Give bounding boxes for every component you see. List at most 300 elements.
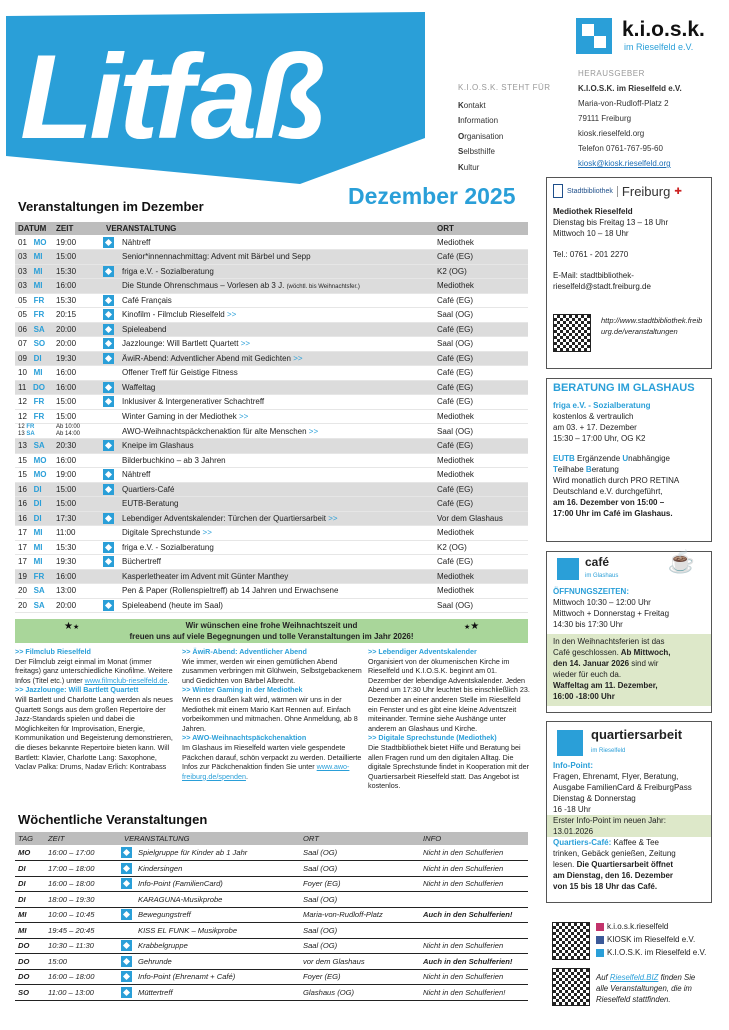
kiosk-event-icon: [103, 513, 114, 524]
weekly-location: Foyer (EG): [300, 876, 420, 892]
note-text: Organisiert von der ökumenischen Kirche im Rieselfeld und K.I.O.S.K. beginnt am 01. Dezember der lebendige Adventskalender. Jeden Abend um 17:30 Uhr leuchtet bis einschließlich 23. Dezember an einer anderen Stelle im Rieselfeld ein Fenster und es gibt eine kleine Adventszeit miteinander. Termine siehe Aushänge unter anderem an Glashaus und Kirche.: [368, 656, 530, 733]
event-date: 16 DI: [15, 511, 53, 526]
event-time: 15:30: [53, 540, 103, 555]
event-time: 15:30: [53, 264, 103, 279]
weekly-day: SO: [15, 985, 45, 1001]
quartier-line: Fragen, Ehrenamt, Flyer, Beratung,: [553, 772, 679, 781]
web-icon: [596, 949, 604, 957]
cafe-notice-line: wieder für euch da.: [553, 670, 622, 679]
event-time: 16:00: [53, 366, 103, 381]
event-row: [15, 424, 528, 439]
event-row: [15, 322, 528, 337]
event-icon-cell: [103, 322, 119, 337]
event-location: Café (EG): [434, 380, 528, 395]
publisher-city: 79111 Freiburg: [578, 114, 632, 123]
publisher-info: [578, 66, 682, 171]
quartier-logo-text: quartiersarbeit: [591, 727, 683, 742]
weekly-info: Nicht in den Schulferien: [420, 861, 528, 877]
event-location: Mediothek: [434, 235, 528, 250]
event-time: 20:00: [53, 322, 103, 337]
event-row: [15, 540, 528, 555]
note-heading: >> ÄwiR-Abend: Adventlicher Abend: [182, 647, 307, 656]
weekly-event: KARAGUNA-Musikprobe: [135, 892, 300, 908]
info-point-title: Info-Point:: [553, 761, 593, 770]
mediothek-box: [546, 177, 712, 369]
mediothek-url[interactable]: http://www.stadtbibliothek.freiburg.de/veranstaltungen: [601, 316, 703, 336]
publisher-web[interactable]: kiosk.rieselfeld.org: [578, 129, 645, 138]
event-time: 20:15: [53, 308, 103, 323]
cafe-logo-text: café: [585, 555, 610, 569]
weekly-time: 10:00 – 10:45: [45, 907, 121, 923]
cafe-logo-sub: im Glashaus: [585, 573, 619, 579]
col-header-info: INFO: [420, 832, 528, 845]
event-location: Vor dem Glashaus: [434, 511, 528, 526]
quartier-line: Ausgabe FamilienCard & FreiburgPass: [553, 783, 692, 792]
event-icon-cell: [103, 293, 119, 308]
kiosk-logo-icon: [576, 18, 612, 54]
event-row: [15, 584, 528, 599]
weekly-icon-cell: [121, 861, 135, 877]
weekly-row: [15, 861, 528, 877]
kiosk-event-icon: [103, 237, 114, 248]
kiosk-event-icon: [103, 600, 114, 611]
event-date: 07 SO: [15, 337, 53, 352]
cafe-notice-line: Café geschlossen. Ab Mittwoch,: [553, 648, 671, 657]
event-icon-cell: [103, 497, 119, 512]
kiosk-line: Selbsthilfe: [458, 147, 495, 156]
event-icon-cell: [103, 250, 119, 265]
note-heading: >> Winter Gaming in der Mediothek: [182, 685, 303, 695]
weekly-time: 10:30 – 11:30: [45, 938, 121, 954]
weekly-event: Spielgruppe für Kinder ab 1 Jahr: [135, 845, 300, 861]
event-date: 17 MI: [15, 540, 53, 555]
note-text: Wenn es draußen kalt wird, wärmen wir uns in der Mediothek mit einem Mario Kart Rennen auf. Einfach vorbeikommen und mitmachen. Ohne Anmeldung, ab 8 Jahren.: [182, 694, 358, 733]
event-time: 15:00: [53, 409, 103, 424]
quartier-line: am Dienstag, den 16. Dezember: [553, 871, 674, 880]
weekly-row: [15, 954, 528, 970]
weekly-day: DI: [15, 892, 45, 908]
friga-line: 15:30 – 17:00 Uhr, OG K2: [553, 434, 646, 443]
quartier-line: Quartiers-Café: Kaffee & Tee: [553, 838, 659, 847]
library-icon: [553, 184, 563, 198]
weekly-icon-cell: [121, 985, 135, 1001]
coffee-cup-icon: ☕: [667, 549, 695, 574]
event-title: Kneipe im Glashaus: [119, 439, 434, 454]
weekly-info: [420, 923, 528, 939]
note-heading: >> AWO-Weihnachtspäckchenaktion: [182, 733, 307, 743]
events-table: [15, 222, 528, 613]
weekly-time: 16:00 – 18:00: [45, 876, 121, 892]
weekly-event: Müttertreff: [135, 985, 300, 1001]
event-icon-cell: [103, 366, 119, 381]
more-info-link[interactable]: >>: [308, 426, 319, 436]
eutb-date: 17:00 Uhr im Café im Glashaus.: [553, 509, 673, 518]
quartier-logo-sub: im Rieselfeld: [591, 748, 626, 754]
stadtbibliothek-logo: [553, 184, 705, 198]
note-block: [368, 733, 530, 791]
cafe-hours: Mittwoch + Donnerstag + Freitag: [553, 609, 670, 618]
event-row: [15, 497, 528, 512]
event-title: Senior*innennachmittag: Advent mit Bärbel und Sepp: [119, 250, 434, 265]
weekly-location: Foyer (EG): [300, 969, 420, 985]
event-icon-cell: [103, 351, 119, 366]
note-text: Die Stadtbibliothek bietet Hilfe und Beratung bei allen Fragen rund um den digitalen Alltag. Die digitale Sprechstunde findet in Kooperation mit der Quartiersarbeit Rieselfeld statt. Das Angebot ist kostenlos.: [368, 742, 530, 791]
events-header-row: [15, 222, 528, 235]
event-date: 12 FR: [15, 395, 53, 410]
event-location: Mediothek: [434, 468, 528, 483]
beratung-box: [546, 378, 712, 542]
event-title: Quartiers-Café: [119, 482, 434, 497]
friga-title: friga e.V. - Sozialberatung: [553, 401, 651, 410]
event-icon-cell: [103, 235, 119, 250]
note-text: Wie immer, werden wir einen gemütlichen Abend zusammen verbringen mit Glühwein, Selbstgebackenem und Gedichten von Bärbel Albrecht.: [182, 656, 362, 685]
event-row: [15, 308, 528, 323]
event-time: 16:00: [53, 569, 103, 584]
weekly-info: [420, 892, 528, 908]
kiosk-event-icon: [121, 987, 132, 998]
weekly-row: [15, 938, 528, 954]
weekly-event: Bewegungstreff: [135, 907, 300, 923]
kiosk-event-icon: [103, 338, 114, 349]
event-title: Pen & Paper (Rollenspieltreff) ab 14 Jahren und Erwachsene: [119, 584, 434, 599]
quartier-line: trinken, Gebäck genießen, Zeitung: [553, 849, 676, 858]
event-location: Saal (OG): [434, 308, 528, 323]
more-info-link[interactable]: >>: [328, 513, 338, 523]
brand-name: k.i.o.s.k.: [622, 18, 705, 41]
event-icon-cell: [103, 540, 119, 555]
event-title: EUTB-Beratung: [119, 497, 434, 512]
event-time: 20:00: [53, 598, 103, 613]
quartier-line: 13.01.2026: [553, 827, 594, 836]
event-time: 15:30: [53, 293, 103, 308]
cafe-notice: [547, 634, 711, 706]
event-date: 16 DI: [15, 497, 53, 512]
event-row: [15, 264, 528, 279]
note-link[interactable]: www.awo-freiburg.de/spenden: [182, 762, 350, 781]
event-time: 15:00: [53, 482, 103, 497]
qr-code[interactable]: [553, 314, 591, 352]
event-title: Jazzlounge: Will Bartlett Quartett >>: [119, 337, 434, 352]
event-location: Café (EG): [434, 322, 528, 337]
event-title: Spieleabend (heute im Saal): [119, 598, 434, 613]
event-location: Mediothek: [434, 409, 528, 424]
mediothek-hours: Dienstag bis Freitag 13 – 18 Uhr: [553, 218, 669, 227]
event-time: 16:00: [53, 279, 103, 294]
event-time: Ab 10:00 Ab 14:00: [53, 424, 103, 439]
kiosk-acronym: [458, 80, 551, 175]
weekly-event: KISS EL FUNK – Musikprobe: [135, 923, 300, 939]
more-info-link[interactable]: >>: [202, 528, 212, 538]
event-time: 20:30: [53, 439, 103, 454]
month-title: Dezember 2025: [348, 183, 516, 209]
rieselfeld-biz-link[interactable]: Rieselfeld.BIZ: [609, 973, 659, 982]
weekly-icon-cell: [121, 892, 135, 908]
event-row: [15, 380, 528, 395]
kiosk-event-icon: [103, 295, 114, 306]
kiosk-event-icon: [103, 396, 114, 407]
stars-icon: ★★: [464, 621, 480, 632]
event-location: Café (EG): [434, 250, 528, 265]
event-time: 20:00: [53, 337, 103, 352]
note-text: Im Glashaus im Rieselfeld warten viele gespendete Päckchen darauf, schön verpackt zu werden. Detaillierte Infos zur Päckchenaktion finden Sie unter www.awo-freiburg.de/spenden.: [182, 742, 362, 781]
event-date: 19 FR: [15, 569, 53, 584]
event-location: Café (EG): [434, 555, 528, 570]
event-location: Café (EG): [434, 293, 528, 308]
kiosk-event-icon: [103, 484, 114, 495]
event-location: Mediothek: [434, 279, 528, 294]
publisher-name: K.I.O.S.K. im Rieselfeld e.V.: [578, 84, 682, 93]
event-time: 15:00: [53, 497, 103, 512]
event-date: 05 FR: [15, 293, 53, 308]
event-row: [15, 598, 528, 613]
col-header-day: TAG: [15, 832, 45, 845]
more-info-link[interactable]: >>: [238, 411, 249, 421]
quartier-line: lesen. Die Quartiersarbeit öffnet: [553, 860, 674, 869]
event-row: [15, 453, 528, 468]
kiosk-event-icon: [121, 940, 132, 951]
event-date: 09 DI: [15, 351, 53, 366]
more-info-link[interactable]: >>: [226, 310, 237, 320]
publisher-email-link[interactable]: kiosk@kiosk.rieselfeld.org: [578, 159, 671, 168]
notes-column-2: [182, 647, 362, 781]
event-time: 17:30: [53, 511, 103, 526]
kiosk-event-icon: [121, 863, 132, 874]
friga-line: kostenlos & vertraulich: [553, 412, 634, 421]
event-location: K2 (OG): [434, 264, 528, 279]
note-link[interactable]: www.filmclub-rieselfeld.de: [84, 675, 168, 685]
kiosk-event-icon: [103, 542, 114, 553]
publisher-street: Maria-von-Rudloff-Platz 2: [578, 99, 669, 108]
event-time: 11:00: [53, 526, 103, 541]
weekly-location: Maria-von-Rudloff-Platz: [300, 907, 420, 923]
weekly-row: [15, 985, 528, 1001]
cafe-notice-line: In den Weihnachtsferien ist das: [553, 637, 665, 646]
event-time: 13:00: [53, 584, 103, 599]
event-date: 06 SA: [15, 322, 53, 337]
facebook-icon: [596, 936, 604, 944]
weekly-table: [15, 832, 528, 1001]
event-icon-cell: [103, 569, 119, 584]
event-icon-cell: [103, 598, 119, 613]
event-row: [15, 468, 528, 483]
event-row: [15, 293, 528, 308]
event-icon-cell: [103, 409, 119, 424]
event-row: [15, 366, 528, 381]
event-row: [15, 395, 528, 410]
quartier-line: Erster Info-Point im neuen Jahr:: [553, 816, 666, 825]
event-date: 17 MI: [15, 526, 53, 541]
col-header-location: ORT: [300, 832, 420, 845]
kiosk-event-icon: [103, 440, 114, 451]
qr-code[interactable]: [552, 922, 590, 960]
event-title: Büchertreff: [119, 555, 434, 570]
event-row: [15, 439, 528, 454]
kiosk-event-icon: [103, 556, 114, 567]
event-date: 12 FR: [15, 409, 53, 424]
weekly-info: Nicht in den Schulferien: [420, 876, 528, 892]
event-date: 05 FR: [15, 308, 53, 323]
event-time: 19:30: [53, 351, 103, 366]
event-time: 16:00: [53, 453, 103, 468]
cafe-hours: 14:30 bis 17:30 Uhr: [553, 620, 623, 629]
kiosk-line: Kultur: [458, 162, 480, 172]
event-date: 13 SA: [15, 439, 53, 454]
weekly-event: Info-Point (FamilienCard): [135, 876, 300, 892]
event-icon-cell: [103, 264, 119, 279]
event-title: Nähtreff: [119, 468, 434, 483]
weekly-location: Saal (OG): [300, 845, 420, 861]
event-date: 11 DO: [15, 380, 53, 395]
more-info-link[interactable]: >>: [293, 353, 303, 363]
event-row: [15, 351, 528, 366]
facebook-link[interactable]: KIOSK im Rieselfeld e.V.: [596, 933, 706, 946]
kiosk-event-icon: [121, 956, 132, 967]
event-location: Mediothek: [434, 453, 528, 468]
logo-freiburg-text: Freiburg: [617, 186, 670, 197]
event-icon-cell: [103, 584, 119, 599]
banner-line-1: Wir wünschen eine frohe Weihnachtszeit und: [185, 621, 358, 630]
event-row: [15, 569, 528, 584]
weekly-event: Info-Point (Ehrenamt + Café): [135, 969, 300, 985]
weekly-info: Nicht in den Schulferien!: [420, 985, 528, 1001]
kiosk-event-icon: [121, 971, 132, 982]
event-icon-cell: [103, 555, 119, 570]
weekly-row: [15, 907, 528, 923]
weekly-time: 16:00 – 18:00: [45, 969, 121, 985]
weekly-info: Nicht in den Schulferien: [420, 969, 528, 985]
stars-icon: ★★: [64, 621, 80, 632]
event-location: Café (EG): [434, 366, 528, 381]
event-icon-cell: [103, 279, 119, 294]
cafe-hours-title: ÖFFNUNGSZEITEN:: [553, 587, 629, 596]
col-header-time: ZEIT: [53, 222, 103, 235]
web-link[interactable]: K.I.O.S.K. im Rieselfeld e.V.: [596, 946, 706, 959]
weekly-day: DI: [15, 861, 45, 877]
weekly-time: 19:45 – 20:45: [45, 923, 121, 939]
quartiersarbeit-box: [546, 721, 712, 903]
instagram-icon: [596, 923, 604, 931]
beratung-title: BERATUNG IM GLASHAUS: [553, 382, 695, 394]
weekly-time: 15:00: [45, 954, 121, 970]
note-block: [182, 685, 362, 733]
cafe-logo-icon: [557, 558, 579, 580]
event-location: Saal (OG): [434, 337, 528, 352]
event-location: Café (EG): [434, 497, 528, 512]
event-location: Saal (OG): [434, 424, 528, 439]
event-icon-cell: [103, 395, 119, 410]
col-header-event: VERANSTALTUNG: [121, 832, 300, 845]
note-block: [182, 647, 362, 685]
freiburg-cross-icon: ✚: [674, 185, 682, 196]
event-icon-cell: [103, 380, 119, 395]
event-time: 19:00: [53, 235, 103, 250]
event-title: Winter Gaming in der Mediothek >>: [119, 409, 434, 424]
quartier-line: 16 -18 Uhr: [553, 805, 591, 814]
weekly-day: DI: [15, 876, 45, 892]
event-title: Waffeltag: [119, 380, 434, 395]
event-location: Saal (OG): [434, 598, 528, 613]
event-time: 15:00: [53, 395, 103, 410]
cafe-notice-line: den 14. Januar 2026 sind wir: [553, 659, 659, 668]
event-date: 03 MI: [15, 279, 53, 294]
col-header-event: VERANSTALTUNG: [103, 222, 434, 235]
event-location: Café (EG): [434, 439, 528, 454]
logo-text: Litfaß: [20, 30, 323, 164]
event-title: Kinofilm - Filmclub Rieselfeld >>: [119, 308, 434, 323]
note-heading: >> Jazzlounge: Will Bartlett Quartett: [15, 685, 139, 695]
weekly-icon-cell: [121, 876, 135, 892]
event-title: friga e.V. - Sozialberatung: [119, 264, 434, 279]
weekly-day: MI: [15, 923, 45, 939]
quartier-logo: [553, 726, 705, 760]
event-row: [15, 409, 528, 424]
notes-column-3: [368, 647, 530, 791]
event-date: 15 MO: [15, 453, 53, 468]
weekly-icon-cell: [121, 907, 135, 923]
litfass-logo: [0, 6, 425, 184]
weekly-location: Saal (OG): [300, 861, 420, 877]
banner-line-2: freuen uns auf viele Begegnungen und tolle Veranstaltungen im Jahr 2026!: [129, 632, 414, 641]
weekly-event: Gehrunde: [135, 954, 300, 970]
kiosk-line: Organisation: [458, 131, 504, 141]
weekly-row: [15, 923, 528, 939]
kiosk-line: Information: [458, 116, 499, 125]
cafe-logo: [553, 549, 705, 586]
instagram-link[interactable]: k.i.o.s.k.rieselfeld: [596, 920, 706, 933]
qr-code[interactable]: [552, 968, 590, 1006]
col-header-time: ZEIT: [45, 832, 121, 845]
mediothek-email[interactable]: rieselfeld@stadt.freiburg.de: [553, 282, 651, 291]
event-title: Digitale Sprechstunde >>: [119, 526, 434, 541]
event-date: 03 MI: [15, 250, 53, 265]
cafe-box: [546, 551, 712, 713]
event-time: 16:00: [53, 380, 103, 395]
mediothek-hours: Mittwoch 10 – 18 Uhr: [553, 229, 629, 238]
event-title: ÄwiR-Abend: Adventlicher Abend mit Gedichten >>: [119, 351, 434, 366]
weekly-icon-cell: [121, 923, 135, 939]
kiosk-event-icon: [103, 382, 114, 393]
weekly-location: Saal (OG): [300, 923, 420, 939]
note-text: Der Filmclub zeigt einmal im Monat (immer freitags) ganz unterschiedliche Kinofilme. Weitere Infos (Titel etc.) unter www.filmclub-rieselfeld.de.: [15, 656, 173, 685]
event-time: 19:30: [53, 555, 103, 570]
event-title: Offener Treff für Geistige Fitness: [119, 366, 434, 381]
event-title: Bilderbuchkino – ab 3 Jahren: [119, 453, 434, 468]
cafe-hours: Mittwoch 10:30 – 12:00 Uhr: [553, 598, 651, 607]
kiosk-event-icon: [103, 469, 114, 480]
note-text: Will Bartlett und Charlotte Lang werden als neues Quartett Songs aus dem großen Repertoire der Jazz-Standards spielen und dabei die Möglichkeiten für Improvisation, Energie, Kommunikation und Begeisterung demonstrieren, die dieses bekannte Repertoire bieten kann. Will Bartlett: Klavier, Charlotte Lang: Saxophone, Vaclav Palka: Drums, Nadav Erlich: Kontrabass: [15, 694, 173, 772]
event-row: [15, 482, 528, 497]
publisher-phone: Telefon 0761-767-95-60: [578, 144, 663, 153]
weekly-time: 16:00 – 17:00: [45, 845, 121, 861]
event-date: 20 SA: [15, 598, 53, 613]
event-icon-cell: [103, 439, 119, 454]
events-title: Veranstaltungen im Dezember: [18, 199, 204, 214]
social-links: [596, 920, 706, 959]
event-row: [15, 279, 528, 294]
event-date: 10 MI: [15, 366, 53, 381]
event-time: 19:00: [53, 468, 103, 483]
brand-subtitle: im Rieselfeld e.V.: [624, 42, 694, 52]
event-icon-cell: [103, 424, 119, 439]
more-info-link[interactable]: >>: [240, 339, 251, 349]
event-title: Nähtreff: [119, 235, 434, 250]
event-title: Lebendiger Adventskalender: Türchen der Quartiersarbeit >>: [119, 511, 434, 526]
weekly-info: Auch in den Schulferien!: [420, 907, 528, 923]
quartier-logo-icon: [557, 730, 583, 756]
note-block: [368, 647, 530, 733]
event-icon-cell: [103, 482, 119, 497]
weekly-row: [15, 969, 528, 985]
